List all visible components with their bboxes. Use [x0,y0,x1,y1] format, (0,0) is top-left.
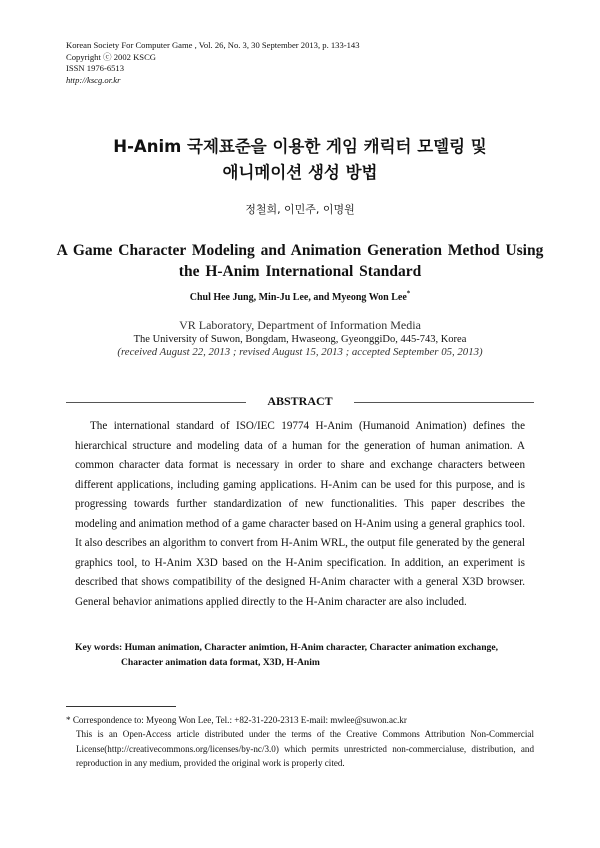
korean-authors: 정철희, 이민주, 이명원 [245,203,355,216]
abstract-body [75,417,525,612]
keywords-label: Key words: [75,642,123,653]
footnote [66,713,534,771]
korean-title-line-1: H-Anim 국제표준을 이용한 게임 캐릭터 모델링 및 [113,137,487,156]
abstract-heading [66,394,534,410]
keywords-text: Human animation, Character animtion, H-Anim character, Character animation exchange, Character animation data format, X3D, H-Anim [121,642,498,668]
keywords-block [75,640,525,670]
journal-citation: Korean Society For Computer Game , Vol. 26, No. 3, 30 September 2013, p. 133-143 [66,40,360,50]
keywords [75,640,525,670]
abstract-heading-label: ABSTRACT [267,394,333,408]
english-title-line-1: A Game Character Modeling and Animation Generation Method Using [56,242,544,259]
korean-title [50,134,550,186]
english-authors [50,289,550,303]
affiliation-university: The University of Suwon, Bongdam, Hwaseong, GyeonggiDo, 445-743, Korea [133,334,467,345]
journal-copyright: Copyright ⓒ 2002 KSCG [66,51,157,62]
english-authors-names: Chul Hee Jung, Min-Ju Lee, and Myeong Won Lee [189,292,407,303]
journal-url: http://kscg.or.kr [66,74,121,85]
abstract-rule-left [66,402,246,403]
footnote-correspondence: * Correspondence to: Myeong Won Lee, Tel.: +82-31-220-2313 E-mail: mwlee@suwon.ac.kr [66,715,407,725]
footnote-license: This is an Open-Access article distributed under the terms of the Creative Commons Attribution Non-Commercial License(http://creativecommons.org/licenses/by-nc/3.0) which permits unrestricted non-commercialuse, distribution, and reproduction in any medium, provided the original work is properly cited. [76,729,534,769]
affiliation-lab: VR Laboratory, Department of Information Media [179,318,421,332]
abstract-text: The international standard of ISO/IEC 19774 H-Anim (Humanoid Animation) defines the hierarchical structure and modeling data of a human for the generation of human animation. A common character data format is necessary in order to share and exchange characters between different applications, including gaming applications. H-Anim can be used for this purpose, and is progressing towards further standardization of new functionalities. This paper describes the modeling and animation method of a game character based on H-Anim using a general graphics tool. It also describes an algorithm to convert from H-Anim WRL, the output file generated by the general graphics tool, to H-Anim X3D based on the H-Anim specification. In addition, an experiment is described that shows compatibility of the designed H-Anim character with a general X3D browser. General behavior animations applied directly to the H-Anim character are also included. [75,420,525,608]
abstract-rule-right [354,402,534,403]
english-title [50,240,550,282]
journal-header [66,40,546,86]
received-dates: (received August 22, 2013 ; revised August 15, 2013 ; accepted September 05, 2013) [117,346,483,358]
korean-title-line-2: 애니메이션 생성 방법 [222,163,378,182]
footnote-rule [66,706,176,707]
corresponding-author-mark: * [406,289,411,298]
journal-issn: ISSN 1976-6513 [66,63,125,74]
affiliation [50,318,550,359]
english-title-line-2: the H-Anim International Standard [178,263,422,280]
